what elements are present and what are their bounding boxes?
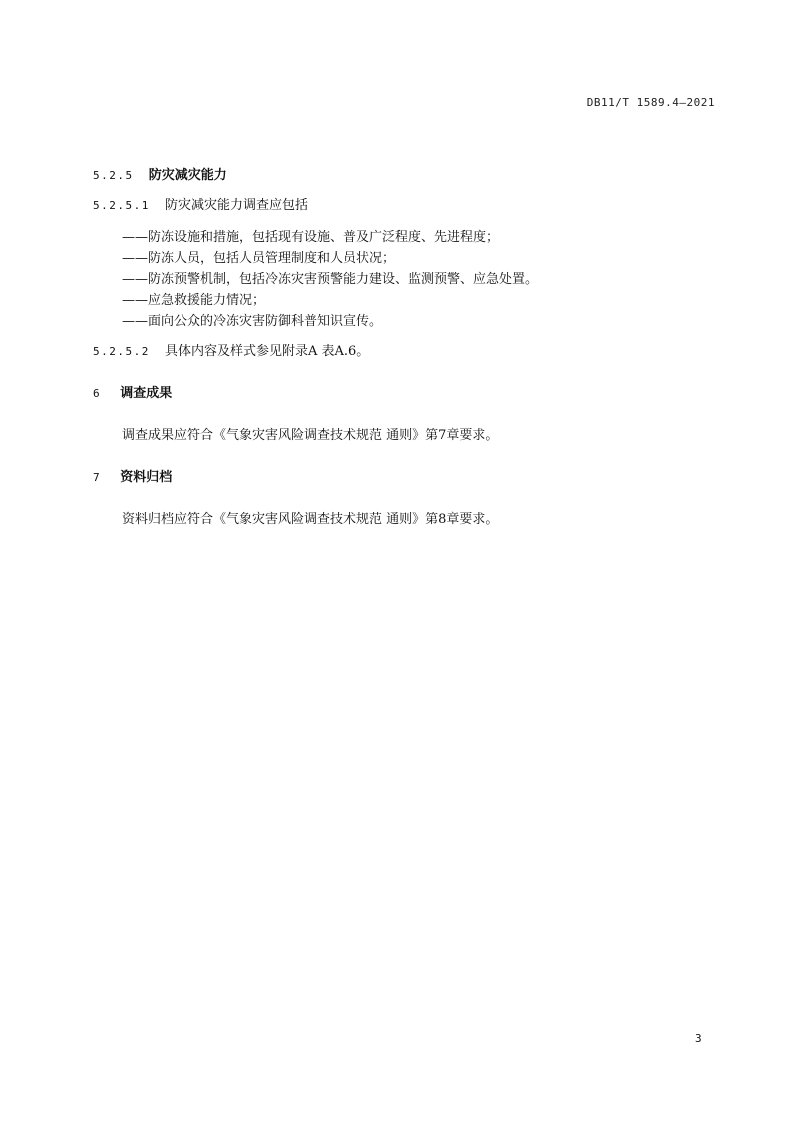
list-item: ——面向公众的冷冻灾害防御科普知识宣传。 bbox=[122, 314, 383, 329]
section-6-heading bbox=[93, 382, 172, 401]
section-6-paragraph: 调查成果应符合《气象灾害风险调查技术规范 通则》第7章要求。 bbox=[122, 428, 499, 443]
section-5-2-5-heading bbox=[93, 164, 227, 183]
list-item: ——防冻设施和措施，包括现有设施、普及广泛程度、先进程度； bbox=[122, 230, 500, 245]
section-5-2-5-2-paragraph bbox=[93, 340, 369, 359]
section-title: 防灾减灾能力 bbox=[148, 168, 227, 183]
section-number: 5.2.5.2 bbox=[93, 345, 150, 358]
page-number: 3 bbox=[695, 1032, 702, 1045]
section-5-2-5-1-heading bbox=[93, 194, 308, 213]
section-number: 7 bbox=[93, 471, 102, 484]
list-item: ——防冻预警机制，包括冷冻灾害预警能力建设、监测预警、应急处置。 bbox=[122, 272, 539, 287]
list-item: ——防冻人员，包括人员管理制度和人员状况； bbox=[122, 251, 396, 266]
section-title: 防灾减灾能力调查应包括 bbox=[164, 198, 308, 213]
section-title: 调查成果 bbox=[120, 386, 173, 401]
section-number: 5.2.5.1 bbox=[93, 199, 150, 212]
document-code-header: DB11/T 1589.4—2021 bbox=[586, 96, 715, 109]
section-number: 6 bbox=[93, 387, 102, 400]
section-title: 资料归档 bbox=[120, 470, 173, 485]
paragraph-text: 具体内容及样式参见附录A 表A.6。 bbox=[164, 344, 370, 359]
list-item: ——应急救援能力情况； bbox=[122, 293, 266, 308]
section-number: 5.2.5 bbox=[93, 169, 134, 182]
section-7-heading bbox=[93, 466, 172, 485]
section-7-paragraph: 资料归档应符合《气象灾害风险调查技术规范 通则》第8章要求。 bbox=[122, 512, 499, 527]
